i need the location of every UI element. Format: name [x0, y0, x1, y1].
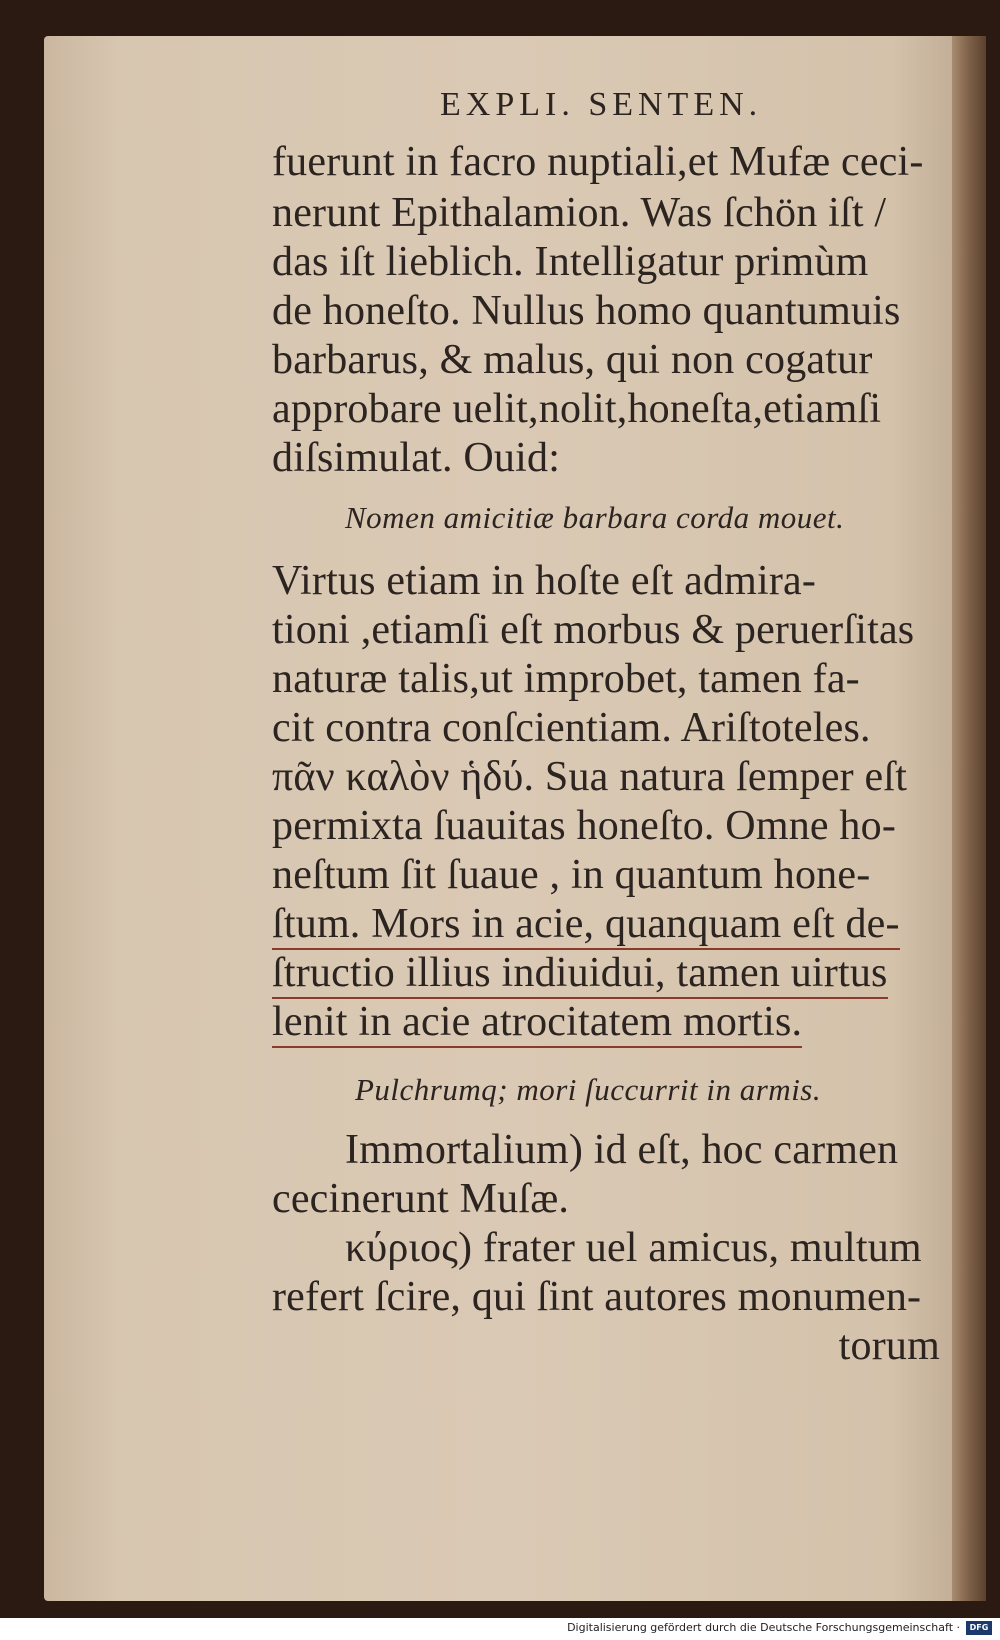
dfg-logo: DFG: [966, 1621, 992, 1635]
text-line: tioni ,etiamſi eſt morbus & peruerſitas: [272, 607, 915, 653]
funding-notice: Digitalisierung gefördert durch die Deutsche Forschungsgemeinschaft ·: [567, 1621, 960, 1634]
footer-bar: [0, 1618, 1000, 1640]
text-line-underlined: ſtum. Mors in acie, quanquam eſt de-: [272, 900, 900, 950]
text-line: πᾶν καλὸν ἡδύ. Sua natura ſemper eſt: [272, 754, 908, 800]
text-line: fuerunt in facro nuptiali,et Mufæ ceci-: [272, 139, 924, 185]
catchword: torum: [838, 1323, 940, 1369]
verse-quote: Pulchrumq; mori ſuccurrit in armis.: [355, 1072, 822, 1107]
text-line: permixta ſuauitas honeſto. Omne ho-: [272, 803, 897, 849]
text-line: Immortalium) id eſt, hoc carmen: [345, 1127, 899, 1173]
text-line: neſtum ſit ſuaue , in quantum hone-: [272, 852, 871, 898]
text-line: approbare uelit,nolit,honeſta,etiamſi: [272, 386, 882, 432]
page-edge: [952, 36, 986, 1601]
text-line: diſsimulat. Ouid:: [272, 435, 561, 481]
text-line-underlined: ſtructio illius indiuidui, tamen uirtus: [272, 949, 888, 999]
text-line-underlined: lenit in acie atrocitatem mortis.: [272, 998, 802, 1048]
text-line: refert ſcire, qui ſint autores monumen-: [272, 1274, 922, 1320]
text-line: barbarus, & malus, qui non cogatur: [272, 337, 873, 383]
text-line: nerunt Epithalamion. Was ſchön iſt /: [272, 190, 887, 236]
text-line: cit contra conſcientiam. Ariſtoteles.: [272, 705, 871, 751]
text-line: Virtus etiam in hoſte eſt admira-: [272, 558, 817, 604]
text-line: de honeſto. Nullus homo quantumuis: [272, 288, 901, 334]
text-line: cecinerunt Muſæ.: [272, 1176, 570, 1222]
text-line: naturæ talis,ut improbet, tamen fa-: [272, 656, 860, 702]
running-header: EXPLI. SENTEN.: [440, 86, 763, 123]
verse-quote: Nomen amicitiæ barbara corda mouet.: [345, 500, 845, 535]
text-line: das iſt lieblich. Intelligatur primùm: [272, 239, 869, 285]
text-line: κύριος) frater uel amicus, multum: [345, 1225, 922, 1271]
